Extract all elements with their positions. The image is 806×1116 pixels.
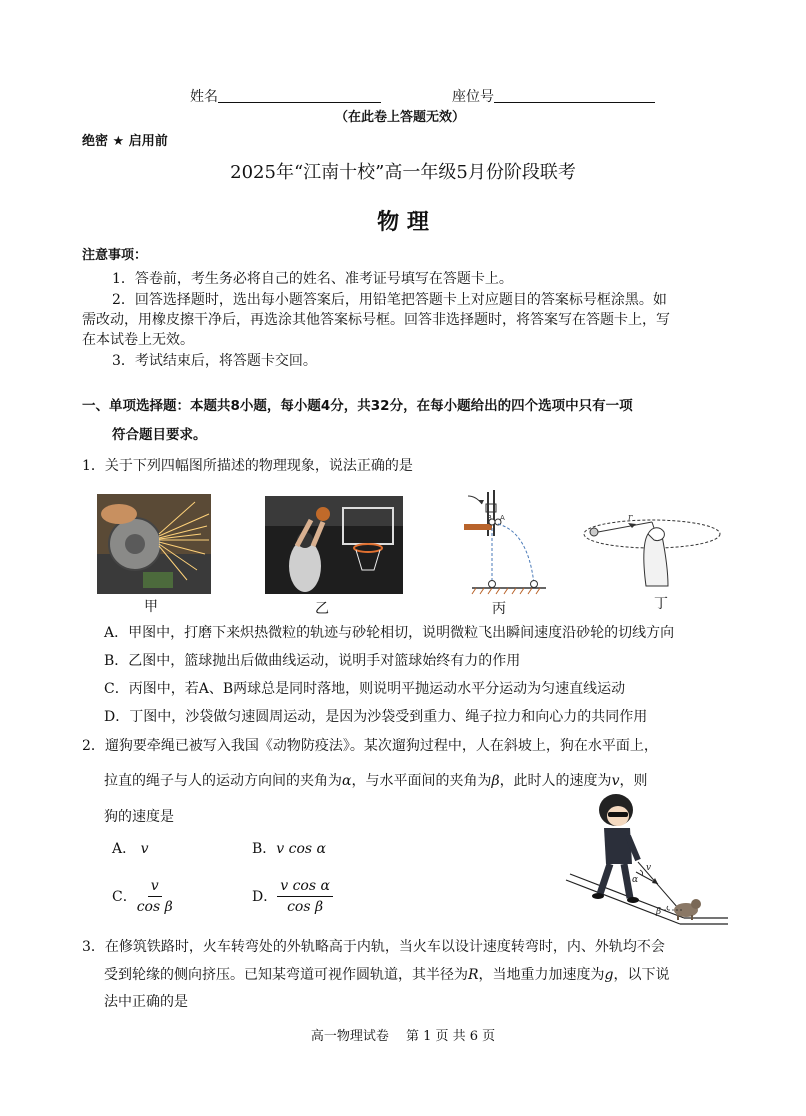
figure-bing-projectile-apparatus — [458, 488, 548, 598]
q2-fig-v: v — [646, 863, 652, 873]
seat-blank — [494, 88, 655, 103]
q2-option-b: B．v cos α — [252, 841, 327, 857]
q2-line1: 2．遛狗要牵绳已被写入我国《动物防疫法》。某次遛狗过程中，人在斜坡上，狗在水平面上， — [82, 738, 658, 754]
q2-option-c: C． $\frac{v}{\text{cos β}}$ — [112, 878, 173, 915]
label-b: B — [487, 514, 492, 522]
label-a: A — [500, 514, 505, 522]
q3-line3: 法中正确的是 — [104, 994, 188, 1010]
caption-bing: 丙 — [492, 601, 506, 617]
seat-label: 座位号 — [452, 88, 655, 106]
q3-line2: 受到轮缘的侧向挤压。已知某弯道可视作圆轨道，其半径为R，当地重力加速度为g，以下说 — [104, 967, 670, 983]
instruction-2-line1: 2．回答选择题时，选出每小题答案后，用铅笔把答题卡上对应题目的答案标号框涂黑。如 — [112, 292, 667, 308]
instruction-1: 1．答卷前，考生务必将自己的姓名、准考证号填写在答题卡上。 — [112, 271, 513, 287]
name-label: 姓名 — [190, 88, 381, 106]
q2-option-d: D． $\frac{\text{v cos α}}{\text{cos β}}$ — [252, 878, 333, 915]
q3-line1: 3．在修筑铁路时，火车转弯处的外轨略高于内轨，当火车以设计速度转弯时，内、外轨均不会 — [82, 939, 665, 955]
figure-yi-basketball — [265, 496, 403, 594]
q1-option-d: D．丁图中，沙袋做匀速圆周运动，是因为沙袋受到重力、绳子拉力和向心力的共同作用 — [104, 709, 648, 725]
q2-option-c-fraction: $\frac{v}{\text{cos β}}$ — [136, 878, 173, 915]
subject-title: 物 理 — [377, 209, 429, 235]
basketball-image — [265, 496, 403, 594]
section1-heading-cont: 符合题目要求。 — [112, 427, 207, 443]
caption-jia: 甲 — [144, 599, 158, 615]
label-r: r — [628, 513, 633, 523]
instructions-title: 注意事项： — [82, 248, 148, 263]
caption-yi: 乙 — [315, 601, 329, 617]
instruction-3: 3．考试结束后，将答题卡交回。 — [112, 353, 317, 369]
figure-jia-grinding-wheel — [97, 494, 211, 594]
page-footer: 高一物理试卷 第 1 页 共 6 页 — [310, 1029, 496, 1044]
instruction-2-line3: 在本试卷上无效。 — [82, 332, 194, 348]
q2-line3: 狗的速度是 — [104, 809, 174, 825]
q2-option-a: A． v — [112, 841, 149, 857]
caption-ding: 丁 — [654, 596, 668, 612]
q1-option-b: B．乙图中，篮球抛出后做曲线运动，说明手对篮球始终有力的作用 — [104, 653, 521, 669]
name-blank — [218, 88, 381, 103]
no-answer-notice: （在此卷上答题无效） — [335, 110, 466, 125]
q1-option-c: C．丙图中，若A、B两球总是同时落地，则说明平抛运动水平分运动为匀速直线运动 — [104, 681, 626, 697]
secret-mark: 绝密 ★ 启用前 — [82, 134, 168, 149]
q2-figure-dog-walking — [560, 790, 732, 930]
section1-heading: 一、单项选择题：本题共8小题，每小题4分，共32分，在每小题给出的四个选项中只有一项 — [82, 398, 633, 414]
figure-ding-circular-motion — [582, 496, 722, 588]
q1-stem: 1．关于下列四幅图所描述的物理现象，说法正确的是 — [82, 458, 413, 474]
q1-option-a: A．甲图中，打磨下来炽热微粒的轨迹与砂轮相切，说明微粒飞出瞬间速度沿砂轮的切线方向 — [104, 625, 675, 641]
q2-fig-alpha: α — [632, 875, 639, 885]
exam-title: 2025年“江南十校”高一年级5月份阶段联考 — [230, 162, 576, 183]
grinding-wheel-image — [97, 494, 211, 594]
instruction-2-line2: 需改动，用橡皮擦干净后，再选涂其他答案标号框。回答非选择题时，将答案写在答题卡上，写 — [82, 312, 670, 328]
q2-line2: 拉直的绳子与人的运动方向间的夹角为α，与水平面间的夹角为β，此时人的速度为v，则 — [104, 773, 648, 789]
q2-fig-beta: β — [656, 907, 662, 917]
q2-option-d-fraction: $\frac{\text{v cos α}}{\text{cos β}}$ — [277, 878, 333, 915]
